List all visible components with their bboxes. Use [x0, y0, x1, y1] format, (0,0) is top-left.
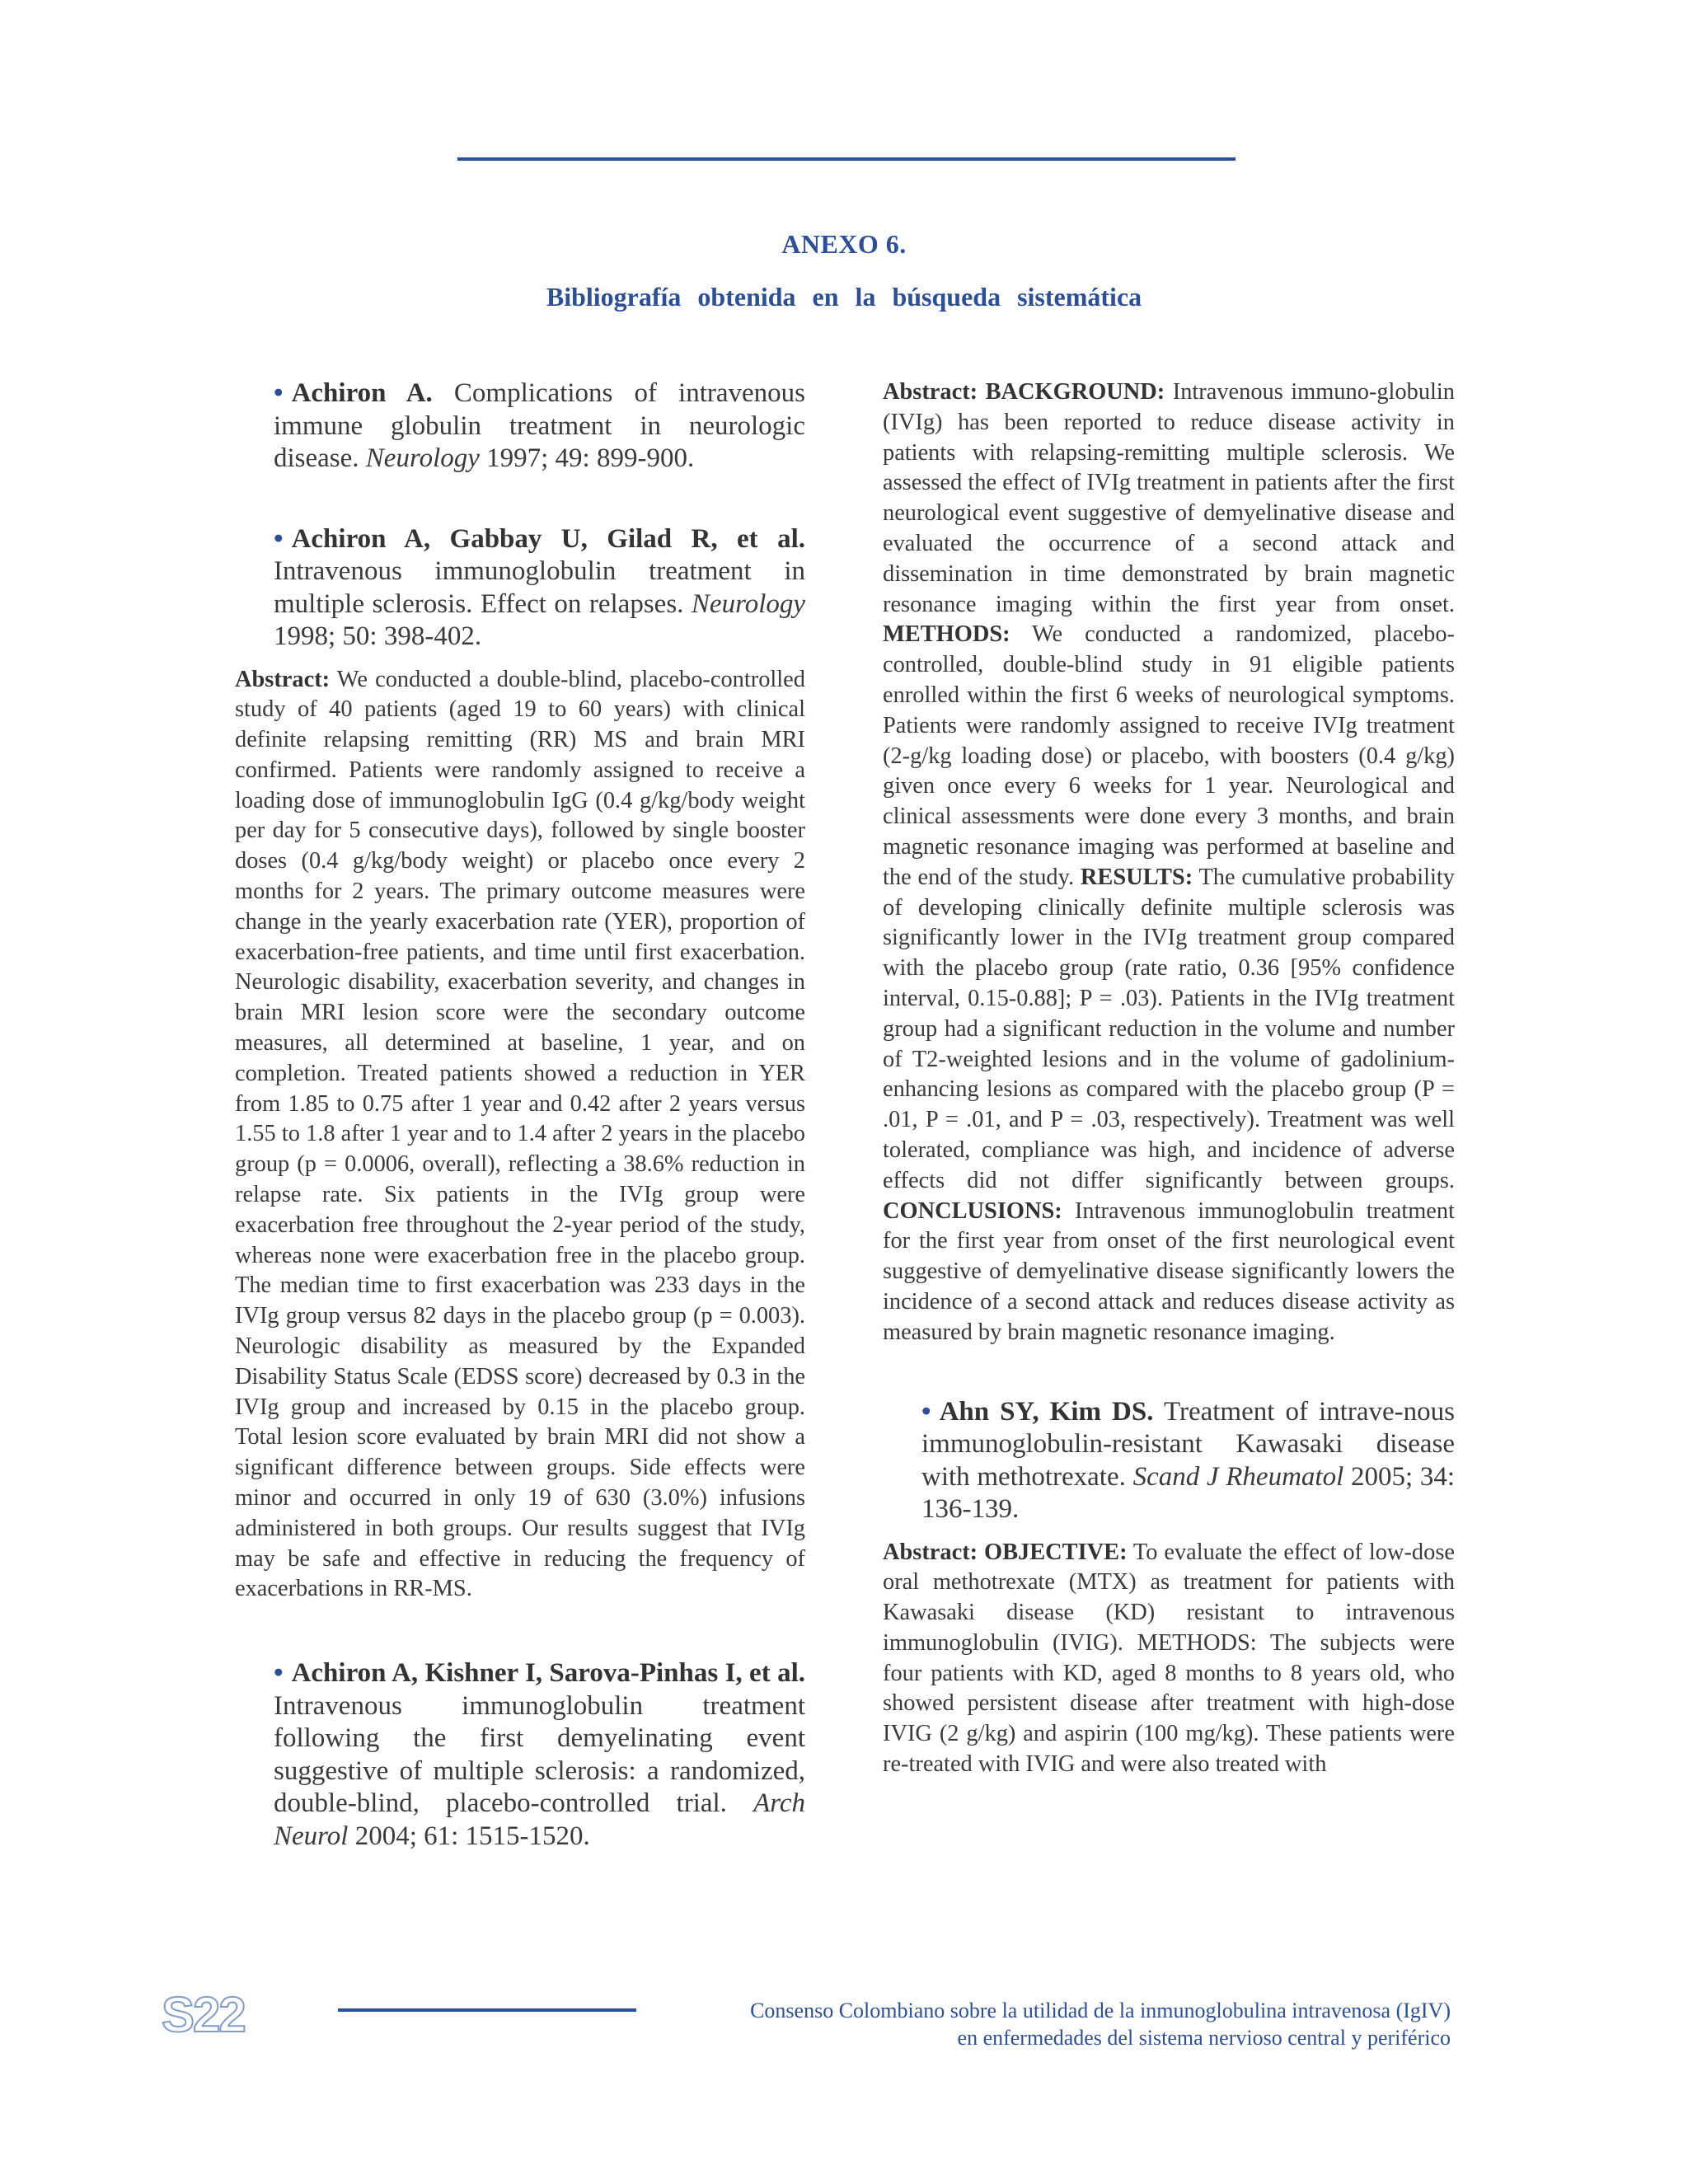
abstract-label: Abstract:	[235, 666, 331, 692]
reference-entry	[883, 1396, 1455, 1526]
section-label-objective: OBJECTIVE:	[984, 1539, 1128, 1565]
reference-citation: 2004; 61: 1515-1520.	[354, 1821, 590, 1851]
reference-authors: Ahn SY, Kim DS.	[939, 1396, 1154, 1427]
header-rule	[457, 157, 1236, 161]
reference-journal: Neurology	[365, 443, 480, 473]
reference-authors: Achiron A, Kishner I, Sarova-Pinhas I, et al.	[291, 1658, 805, 1689]
section-label-conclusions: CONCLUSIONS:	[883, 1197, 1062, 1224]
reference-journal: Neurology	[691, 588, 806, 619]
abstract-label: Abstract:	[883, 1539, 978, 1565]
annex-title: ANEXO 6.	[781, 229, 907, 259]
bullet-icon: •	[274, 1658, 284, 1689]
reference-authors: Achiron A.	[291, 378, 433, 408]
reference-abstract	[883, 377, 1455, 1348]
section-label-background: BACKGROUND:	[985, 379, 1165, 405]
abstract-methods: We conducted a randomized, placebo-controlled, double-blind study in 91 eligible patients enrolled within the first 6 weeks of neurological symptoms. Patients were randomly assigned to receive IVIg treatment (2-g/kg loading dose) or placebo, with boosters (0.4 g/kg) given once every 6 weeks for 1 year. Neurological and clinical assessments were done every 3 months, and brain magnetic resonance imaging was performed at baseline and the end of the study.	[883, 621, 1456, 890]
abstract-conclusions: Intravenous immunoglobulin treatment for the first year from onset of the first neurological event suggestive of demyelinative disease significantly lowers the incidence of a second attack and reduces disease activity as measured by brain magnetic resonance imaging.	[883, 1197, 1455, 1345]
reference-authors: Achiron A, Gabbay U, Gilad R, et al.	[291, 523, 805, 554]
reference-title: Intravenous immunoglobulin treatment following the first demyelinating event suggestive of multiple sclerosis: a randomized, double-blind, placebo-controlled trial.	[274, 1690, 805, 1819]
abstract-background: Intravenous immuno-globulin (IVIg) has been reported to reduce disease activity in patients with relapsing-remitting multiple sclerosis. We assessed the effect of IVIg treatment in patients after the first neurological event suggestive of demyelinative disease and evaluated the occurrence of a second attack and dissemination in time demonstrated by brain magnetic resonance imaging within the first year from onset.	[883, 379, 1455, 617]
abstract-label: Abstract:	[883, 379, 978, 405]
footer-rule	[338, 2008, 636, 2012]
reference-abstract	[235, 665, 805, 1605]
bullet-icon: •	[921, 1396, 931, 1427]
section-label-results: RESULTS:	[1080, 864, 1193, 890]
reference-entry	[235, 377, 805, 476]
abstract-text: We conducted a double-blind, placebo-controlled study of 40 patients (aged 19 to 60 years) with clinical definite relapsing remitting (RR) MS and brain MRI confirmed. Patients were randomly assigned to receive a loading dose of immunoglobulin IgG (0.4 g/kg/body weight per day for 5 consecutive days), followed by single booster doses (0.4 g/kg/body weight) or placebo once every 2 months for 2 years. The primary outcome measures were change in the yearly exacerbation rate (YER), proportion of exacerbation-free patients, and time until first exacerbation. Neurologic disability, exacerbation severity, and changes in brain MRI lesion score were the secondary outcome measures, all determined at baseline, 1 year, and on completion. Treated patients showed a reduction in YER from 1.85 to 0.75 after 1 year and 0.42 after 2 years versus 1.55 to 1.8 after 1 year and to 1.4 after 2 years in the placebo group (p = 0.0006, overall), reflecting a 38.6% reduction in relapse rate. Six patients in the IVIg group were exacerbation free throughout the 2-year period of the study, whereas none were exacerbation free in the placebo group. The median time to first exacerbation was 233 days in the IVIg group versus 82 days in the placebo group (p = 0.003). Neurologic disability as measured by the Expanded Disability Status Scale (EDSS score) decreased by 0.3 in the IVIg group and increased by 0.15 in the placebo group. Total lesion score evaluated by brain MRI did not show a significant difference between groups. Side effects were minor and occurred in only 19 of 630 (3.0%) infusions administered in both groups. Our results suggest that IVIg may be safe and effective in reducing the frequency of exacerbations in RR-MS.	[235, 666, 805, 1602]
reference-title: Treatment of intrave-nous immunoglobulin-resistant Kawasaki disease with methotrexate.	[921, 1396, 1456, 1492]
reference-journal: Arch Neurol	[274, 1788, 806, 1851]
reference-entry	[235, 1657, 805, 1853]
reference-title: Complications of intravenous immune globulin treatment in neurologic disease.	[274, 378, 805, 473]
reference-abstract	[883, 1538, 1455, 1780]
left-column	[235, 377, 805, 1853]
right-column	[883, 377, 1455, 1780]
footer-line: en enfermedades del sistema nervioso central y periférico	[957, 2026, 1451, 2050]
bullet-icon: •	[274, 378, 284, 408]
abstract-results: The cumulative probability of developing clinically definite multiple sclerosis was significantly lower in the IVIg treatment group compared with the placebo group (rate ratio, 0.36 [95% confidence interval, 0.15-0.88]; P = .03). Patients in the IVIg treatment group had a significant reduction in the volume and number of T2-weighted lesions and in the volume of gadolinium-enhancing lesions as compared with the placebo group (P = .01, P = .01, and P = .03, respectively). Treatment was well tolerated, compliance was high, and incidence of adverse effects did not differ significantly between groups.	[883, 864, 1455, 1193]
reference-citation: 1998; 50: 398-402.	[274, 621, 482, 651]
reference-journal: Scand J Rheumatol	[1132, 1461, 1344, 1492]
bullet-icon: •	[274, 523, 284, 554]
page-number: S22	[162, 1987, 245, 2042]
reference-entry	[235, 523, 805, 654]
annex-subtitle: Bibliografía obtenida en la búsqueda sistemática	[546, 282, 1142, 312]
reference-title: Intravenous immunoglobulin treatment in multiple sclerosis. Effect on relapses.	[274, 556, 805, 619]
footer-line: Consenso Colombiano sobre la utilidad de la inmunoglobulina intravenosa (IgIV)	[750, 1999, 1451, 2022]
reference-citation: 2005; 34: 136-139.	[921, 1461, 1455, 1524]
abstract-text: To evaluate the effect of low-dose oral methotrexate (MTX) as treatment for patients with Kawasaki disease (KD) resistant to intravenous immunoglobulin (IVIG). METHODS: The subjects were four patients with KD, aged 8 months to 8 years old, who showed persistent disease after treatment with high-dose IVIG (2 g/kg) and aspirin (100 mg/kg). These patients were re-treated with IVIG and were also treated with	[883, 1539, 1455, 1778]
reference-citation: 1997; 49: 899-900.	[486, 443, 695, 473]
section-label-methods: METHODS:	[883, 621, 1010, 648]
footer-running-title	[750, 1997, 1451, 2051]
